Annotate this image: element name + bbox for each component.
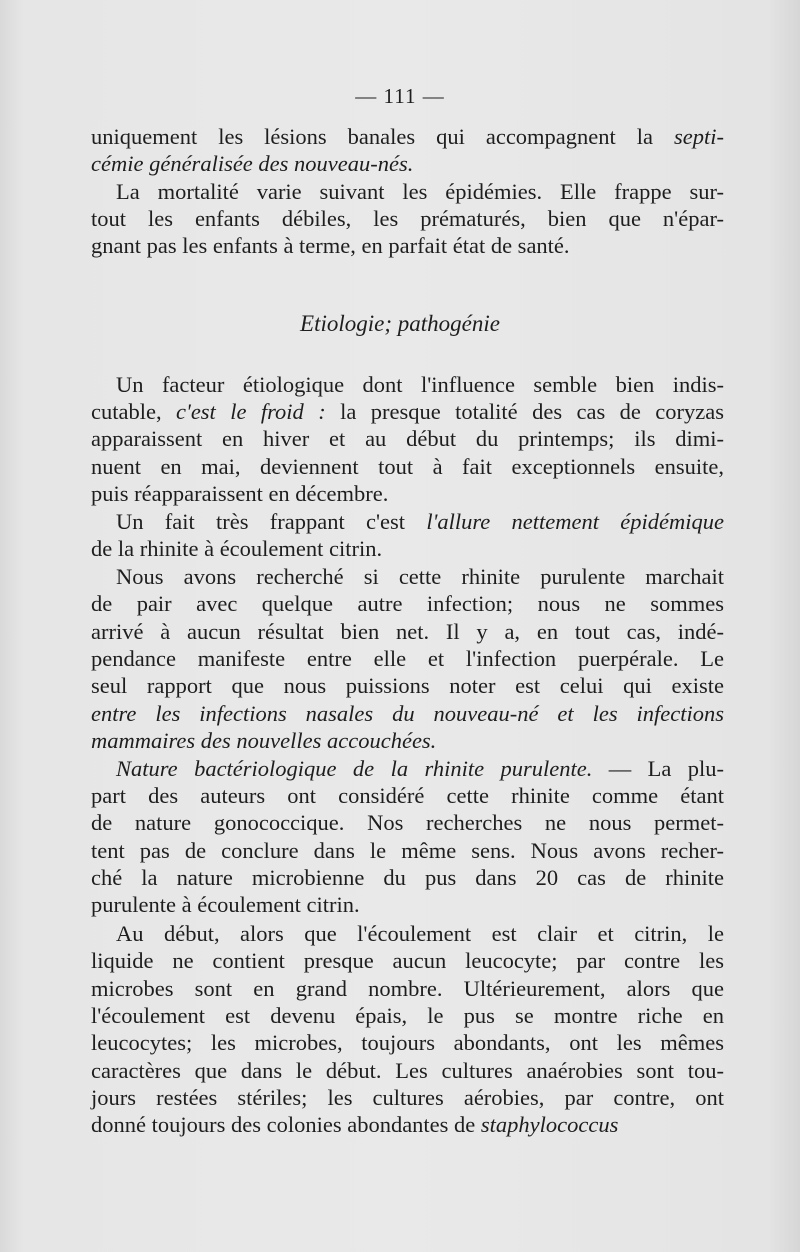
- text-line: [91, 947, 724, 974]
- text-segment: uniquement les lésions banales qui accompagnent la: [91, 124, 674, 149]
- text-segment: arrivé à aucun résultat bien net. Il y a, en tout cas, indé-: [91, 619, 724, 644]
- text-segment: de la rhinite à écoulement citrin.: [91, 536, 383, 561]
- text-line: [91, 123, 724, 150]
- section-heading: Etiologie; pathogénie: [300, 311, 500, 336]
- text-line: [91, 809, 724, 836]
- text-segment: Un facteur étiologique dont l'influence semble bien indis-: [116, 372, 724, 397]
- italic-text: c'est le froid :: [176, 399, 326, 424]
- text-line: [91, 700, 724, 727]
- text-segment: Au début, alors que l'écoulement est clair et citrin, le: [116, 921, 724, 946]
- text-line: [91, 891, 724, 918]
- text-segment: caractères que dans le début. Les cultures anaérobies sont tou-: [91, 1058, 724, 1083]
- text-line: [91, 727, 724, 754]
- text-segment: seul rapport que nous puissions noter est celui qui existe: [91, 673, 724, 698]
- text-segment: la presque totalité des cas de coryzas: [325, 399, 724, 424]
- text-segment: donné toujours des colonies abondantes de: [91, 1112, 481, 1137]
- text-segment: purulente à écoulement citrin.: [91, 892, 360, 917]
- text-segment: cutable,: [91, 399, 177, 424]
- text-line: [91, 1002, 724, 1029]
- text-segment: pendance manifeste entre elle et l'infection puerpérale. Le: [91, 646, 724, 671]
- text-segment: liquide ne contient presque aucun leucocyte; par contre les: [91, 948, 724, 973]
- text-line: [116, 755, 724, 782]
- text-segment: de nature gonococcique. Nos recherches ne nous permet-: [91, 810, 724, 835]
- text-line: [91, 150, 724, 177]
- text-segment: ché la nature microbienne du pus dans 20 cas de rhinite: [91, 865, 724, 890]
- text-line: [91, 1084, 724, 1111]
- text-line: [116, 371, 724, 398]
- text-segment: microbes sont en grand nombre. Ultérieurement, alors que: [91, 976, 724, 1001]
- text-line: [91, 1057, 724, 1084]
- text-segment: part des auteurs ont considéré cette rhinite comme étant: [91, 783, 724, 808]
- text-segment: tent pas de conclure dans le même sens. Nous avons recher-: [91, 838, 724, 863]
- text-segment: Nous avons recherché si cette rhinite purulente marchait: [116, 564, 724, 589]
- text-line: [91, 837, 724, 864]
- text-segment: La mortalité varie suivant les épidémies. Elle frappe sur-: [116, 179, 724, 204]
- text-line: [91, 782, 724, 809]
- text-line: [91, 1111, 724, 1138]
- italic-text: entre les infections nasales du nouveau-né et les infections: [91, 701, 724, 726]
- text-line: [116, 178, 724, 205]
- italic-text: l'allure nettement épidémique: [426, 509, 724, 534]
- text-segment: jours restées stériles; les cultures aérobies, par contre, ont: [91, 1085, 724, 1110]
- italic-text: mammaires des nouvelles accouchées.: [91, 728, 437, 753]
- text-line: [91, 232, 724, 259]
- italic-text: cémie généralisée des nouveau-nés.: [91, 151, 414, 176]
- text-segment: leucocytes; les microbes, toujours abondants, ont les mêmes: [91, 1030, 724, 1055]
- italic-text: Nature bactériologique de la rhinite purulente.: [116, 756, 593, 781]
- text-line: [116, 563, 724, 590]
- text-line: [91, 864, 724, 891]
- text-line: [91, 645, 724, 672]
- text-segment: — La plu-: [592, 756, 724, 781]
- text-segment: tout les enfants débiles, les prématurés, bien que n'épar-: [91, 206, 724, 231]
- text-line: [91, 590, 724, 617]
- italic-text: septi-: [674, 124, 724, 149]
- page-number: — 111 —: [355, 84, 445, 108]
- text-line: [91, 975, 724, 1002]
- text-line: [91, 672, 724, 699]
- text-segment: l'écoulement est devenu épais, le pus se montre riche en: [91, 1003, 724, 1028]
- text-segment: Un fait très frappant c'est: [116, 509, 427, 534]
- text-line: [91, 205, 724, 232]
- text-segment: de pair avec quelque autre infection; nous ne sommes: [91, 591, 724, 616]
- text-line: [91, 425, 724, 452]
- text-line: [91, 453, 724, 480]
- text-segment: nuent en mai, deviennent tout à fait exceptionnels ensuite,: [91, 454, 724, 479]
- text-line: [91, 1029, 724, 1056]
- italic-text: staphylococcus: [480, 1112, 619, 1137]
- text-line: [116, 920, 724, 947]
- text-line: [91, 480, 724, 507]
- text-line: [116, 508, 724, 535]
- text-line: [91, 535, 724, 562]
- text-segment: puis réapparaissent en décembre.: [91, 481, 389, 506]
- text-line: [91, 398, 724, 425]
- text-segment: gnant pas les enfants à terme, en parfait état de santé.: [91, 233, 570, 258]
- text-line: [91, 618, 724, 645]
- text-segment: apparaissent en hiver et au début du printemps; ils dimi-: [91, 426, 724, 451]
